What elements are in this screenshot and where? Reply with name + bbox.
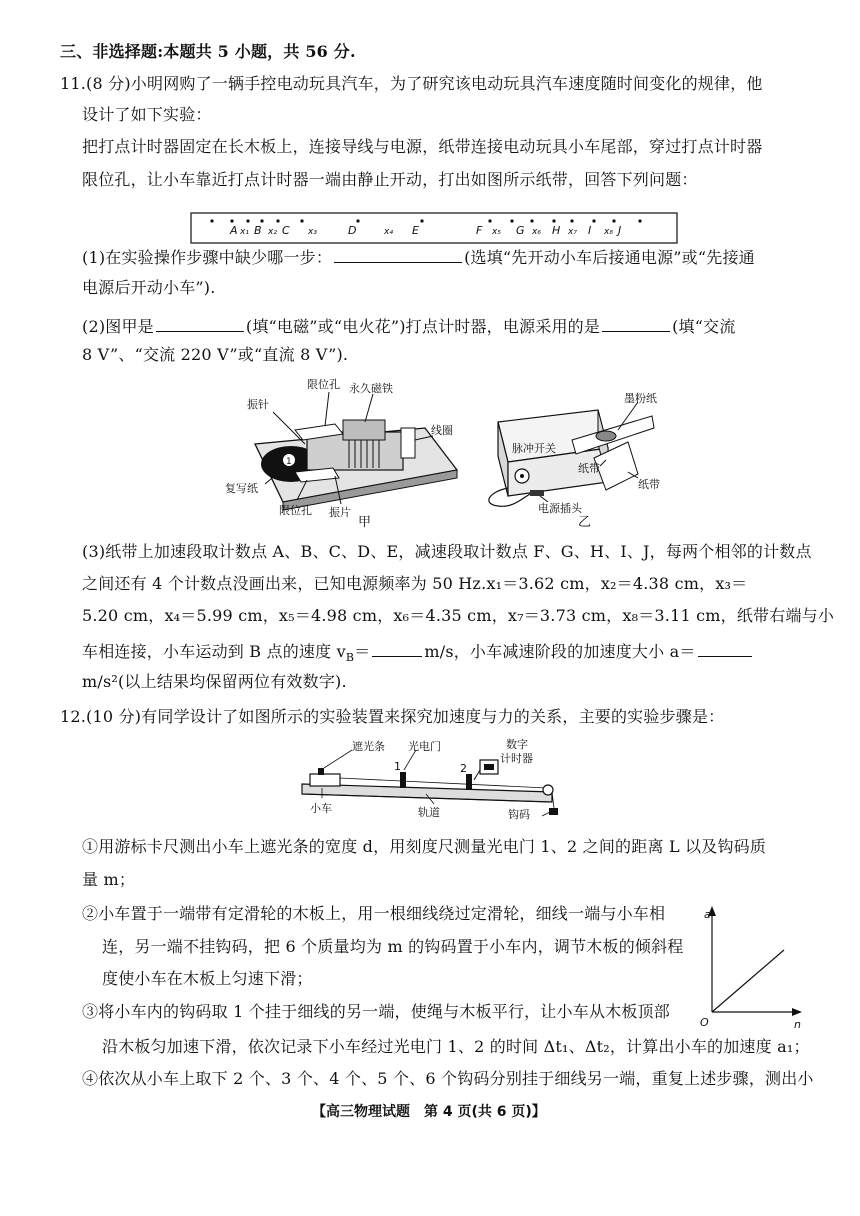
q11-part3-line-d xyxy=(82,638,754,669)
label-limit-hole-bottom: 限位孔 xyxy=(279,504,312,517)
tape-dot-2 xyxy=(246,219,249,222)
label-power-plug: 电源插头 xyxy=(538,502,582,514)
label-timer: 计时器 xyxy=(500,752,533,765)
figure-jia-caption: 甲 xyxy=(358,515,372,530)
label-vibrating-needle: 振针 xyxy=(247,398,269,411)
tape-label-6: D xyxy=(348,224,357,237)
q11-part3-line-c: 5.20 cm，x₄＝5.99 cm，x₅＝4.98 cm，x₆＝4.35 cm，x₇＝3.73 cm，x₈＝3.11 cm，纸带右端与小 xyxy=(82,606,835,625)
figure-q12-apparatus xyxy=(296,736,566,824)
figure-jia-electromagnetic-timer xyxy=(225,372,465,522)
tape-dot-14 xyxy=(612,219,615,222)
tape-label-5: x₃ xyxy=(308,227,317,237)
tape-dot-13 xyxy=(592,219,595,222)
answer-blank-3[interactable] xyxy=(602,313,670,332)
q11-line-3: 把打点计时器固定在长木板上，连接导线与电源，纸带连接电动玩具小车尾部，穿过打点计时器 xyxy=(82,137,763,156)
tape-dot-11 xyxy=(552,219,555,222)
tape-dot-7 xyxy=(420,219,423,222)
svg-text:1: 1 xyxy=(286,457,292,467)
graph-x-label: n xyxy=(794,1018,801,1031)
q11-part3-line-a: (3)纸带上加速段取计数点 A、B、C、D、E，减速段取计数点 F、G、H、I、J，每两个相邻的计数点 xyxy=(82,542,812,561)
tape-dots xyxy=(210,219,641,222)
label-vibrator: 振片 xyxy=(329,506,351,519)
tape-label-7: x₄ xyxy=(384,227,393,237)
tape-label-4: C xyxy=(282,224,290,237)
label-hook-weight: 钩码 xyxy=(508,808,530,821)
graph-y-label: a xyxy=(704,908,711,921)
graph-a-vs-n xyxy=(698,900,808,1032)
label-coil: 线圈 xyxy=(431,424,453,437)
graph-origin-label: O xyxy=(700,1016,709,1029)
q11-part3-a-text: m/s，小车减速阶段的加速度大小 a＝ xyxy=(424,642,696,661)
q11-part2-text: (2)图甲是 xyxy=(82,317,154,336)
q11-part2-mid: (填“电磁”或“电火花”)打点计时器，电源采用的是 xyxy=(245,317,601,336)
q12-line-1: 12.(10 分)有同学设计了如图所示的实验装置来探究加速度与力的关系，主要的实验步骤是： xyxy=(60,707,725,726)
label-gate-2: 2 xyxy=(460,762,467,775)
tape-dot-0 xyxy=(210,219,213,222)
label-tape: 纸带 xyxy=(638,478,660,491)
answer-blank-a[interactable] xyxy=(698,638,752,657)
tape-label-10: x₅ xyxy=(492,227,501,237)
tape-label-13: H xyxy=(552,224,561,237)
tape-label-11: G xyxy=(516,224,525,237)
q12-step2-c: 度使小车在木板上匀速下滑； xyxy=(102,969,313,988)
tape-dot-1 xyxy=(230,219,233,222)
graph-line xyxy=(712,950,784,1012)
q12-step2-b: 连，另一端不挂钩码，把 6 个质量均为 m 的钩码置于小车内，调节木板的倾斜程 xyxy=(102,937,684,956)
q12-step4-a: ④依次从小车上取下 2 个、3 个、4 个、5 个、6 个钩码分别挂于细线另一端，重复上述步骤，测出小 xyxy=(82,1069,814,1088)
tape-label-14: x₇ xyxy=(568,227,577,237)
paper-tape-figure xyxy=(190,210,680,246)
label-photogate: 光电门 xyxy=(408,740,441,753)
tape-dot-8 xyxy=(488,219,491,222)
q11-part1-options: (选填“先开动小车后接通电源”或“先接通 xyxy=(464,248,755,267)
q11-part3-vb-text: 车相连接，小车运动到 B 点的速度 v xyxy=(82,642,346,661)
q12-step3-a: ③将小车内的钩码取 1 个挂于细线的另一端，使绳与木板平行，让小车从木板顶部 xyxy=(82,1002,670,1021)
q11-part2-line-a xyxy=(82,313,736,338)
label-gate-1: 1 xyxy=(394,760,401,773)
q11-part2-line-b: 8 V”、“交流 220 V”或“直流 8 V”). xyxy=(82,345,349,364)
tape-dot-15 xyxy=(638,219,641,222)
tape-label-8: E xyxy=(412,224,419,237)
label-ink-paper: 墨粉纸 xyxy=(624,392,657,405)
tape-labels xyxy=(229,224,621,237)
tape-label-9: F xyxy=(476,224,483,237)
q11-line-1: 11.(8 分)小明网购了一辆手控电动玩具汽车，为了研究该电动玩具汽车速度随时间变化的规律，他 xyxy=(60,74,763,93)
tape-dot-3 xyxy=(260,219,263,222)
tape-dot-5 xyxy=(300,219,303,222)
q11-part3-line-e: m/s²(以上结果均保留两位有效数字). xyxy=(82,672,347,691)
section-heading: 三、非选择题:本题共 5 小题，共 56 分. xyxy=(60,42,356,61)
q12-step1-b: 量 m； xyxy=(82,870,136,889)
page-footer: 【高三物理试题 第 4 页(共 6 页)】 xyxy=(312,1104,546,1120)
q11-line-4: 限位孔，让小车靠近打点计时器一端由静止开动，打出如图所示纸带，回答下列问题： xyxy=(82,170,698,189)
q11-line-2: 设计了如下实验： xyxy=(82,105,212,124)
vb-subscript: B xyxy=(345,651,355,665)
tape-label-3: x₂ xyxy=(268,227,277,237)
label-digital: 数字 xyxy=(506,738,528,751)
tape-dot-12 xyxy=(570,219,573,222)
tape-label-17: J xyxy=(618,224,622,237)
tape-label-1: x₁ xyxy=(240,227,249,237)
tape-label-12: x₆ xyxy=(532,227,541,237)
label-cart: 小车 xyxy=(310,802,332,815)
q11-part1-line-b: 电源后开动小车”). xyxy=(82,278,216,297)
figure-yi-caption: 乙 xyxy=(578,515,592,530)
q11-part1-text: (1)在实验操作步骤中缺少哪一步： xyxy=(82,248,333,267)
q12-step1-a: ①用游标卡尺测出小车上遮光条的宽度 d，用刻度尺测量光电门 1、2 之间的距离 L 以及钩码质 xyxy=(82,837,767,856)
answer-blank-vb[interactable] xyxy=(372,638,422,657)
tape-dot-6 xyxy=(356,219,359,222)
q12-step2-a: ②小车置于一端带有定滑轮的木板上，用一根细线绕过定滑轮，细线一端与小车相 xyxy=(82,904,666,923)
figure-yi-spark-timer xyxy=(478,392,678,514)
q11-part3-line-b: 之间还有 4 个计数点没画出来，已知电源频率为 50 Hz.x₁＝3.62 cm，x₂＝4.38 cm，x₃＝ xyxy=(82,574,748,593)
tape-dot-10 xyxy=(530,219,533,222)
tape-dot-4 xyxy=(276,219,279,222)
tape-dot-9 xyxy=(510,219,513,222)
label-track: 轨道 xyxy=(418,806,440,819)
answer-blank-2[interactable] xyxy=(156,313,244,332)
tape-label-15: I xyxy=(588,224,592,237)
q12-step3-b: 沿木板匀加速下滑，依次记录下小车经过光电门 1、2 的时间 Δt₁、Δt₂，计算出小车的加速度 a₁； xyxy=(102,1037,810,1056)
tape-label-2: B xyxy=(254,224,262,237)
label-shade-strip: 遮光条 xyxy=(352,740,385,753)
tape-label-0: A xyxy=(230,224,238,237)
label-carbon-paper: 复写纸 xyxy=(225,482,258,495)
tape-label-16: x₈ xyxy=(604,227,613,237)
q11-part2-options: (填“交流 xyxy=(672,317,736,336)
label-permanent-magnet: 永久磁铁 xyxy=(349,382,393,395)
equals-sign: ＝ xyxy=(354,642,371,661)
label-limit-hole-top: 限位孔 xyxy=(307,378,340,391)
q11-part1-line-a xyxy=(82,244,755,269)
label-pulse-switch: 脉冲开关 xyxy=(512,442,556,455)
label-paper-strip: 纸带 xyxy=(578,462,600,475)
answer-blank-1[interactable] xyxy=(334,244,462,263)
